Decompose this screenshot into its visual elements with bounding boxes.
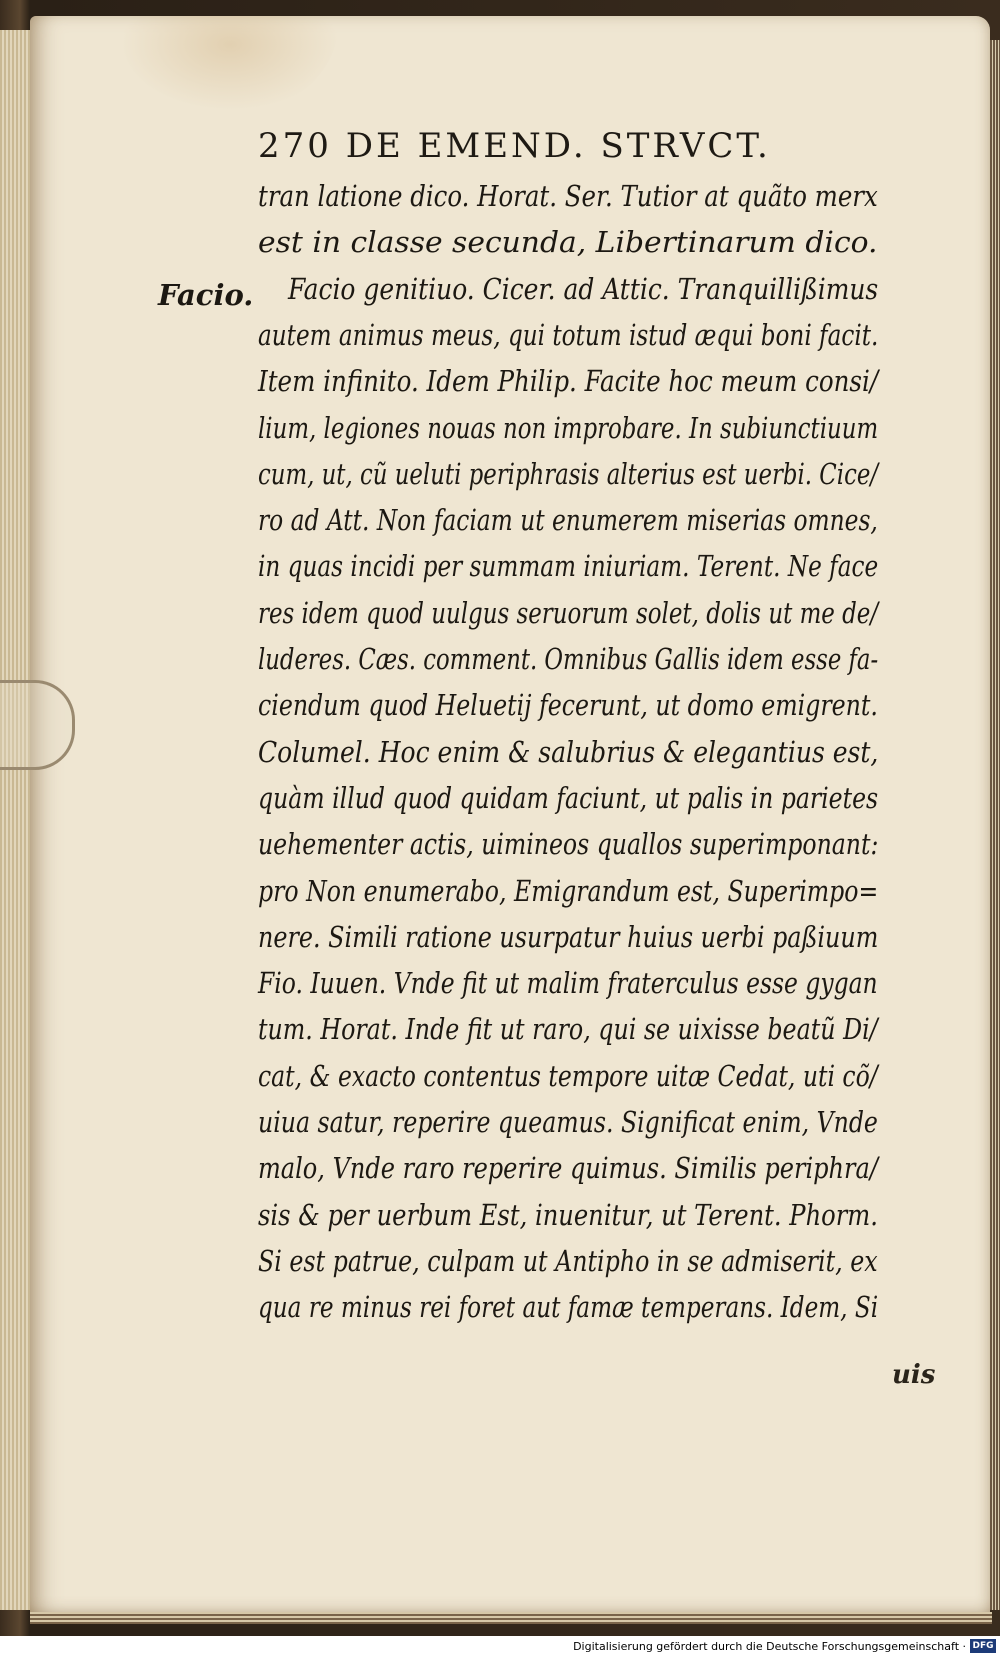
book-page-edges-left	[0, 30, 30, 1610]
text-line: Facio genitiuo. Cicer. ad Attic. Tranquillißimus	[288, 271, 879, 306]
text-line: tum. Horat. Inde fit ut raro, qui se uixisse beatũ Di/	[258, 1012, 878, 1047]
text-line: ciendum quod Heluetij fecerunt, ut domo emigrent.	[258, 688, 878, 723]
book-page-edges-right	[990, 40, 1000, 1610]
text-line: qua re minus rei foret aut famæ temperans. Idem, Si	[258, 1290, 879, 1325]
footer-bar	[0, 1636, 1000, 1657]
text-line: Item infinito. Idem Philip. Facite hoc meum consi/	[258, 364, 879, 399]
text-line: malo, Vnde raro reperire quimus. Similis periphra/	[258, 1151, 878, 1186]
text-line: sis & per uerbum Est, inuenitur, ut Terent. Phorm.	[258, 1197, 878, 1232]
text-line: lium, legiones nouas non improbare. In subiunctiuum	[258, 410, 879, 445]
text-line: uiua satur, reperire queamus. Significat enim, Vnde	[258, 1105, 878, 1139]
catchword: uis	[892, 1360, 936, 1390]
text-line: Columel. Hoc enim & salubrius & elegantius est,	[258, 734, 879, 769]
text-line: ro ad Att. Non faciam ut enumerem miserias omnes,	[258, 503, 878, 538]
text-line: res idem quod uulgus seruorum solet, dolis ut me de/	[258, 595, 879, 630]
book-page-edges-bottom	[30, 1612, 992, 1624]
text-line: Fio. Iuuen. Vnde fit ut malim fraterculus esse gygan	[258, 966, 878, 1001]
footer-credit: Digitalisierung gefördert durch die Deutsche Forschungsgemeinschaft ·	[573, 1640, 966, 1653]
paper-stain	[120, 16, 340, 111]
text-line: quàm illud quod quidam faciunt, ut palis in parietes	[258, 780, 879, 815]
marginal-note: Facio.	[158, 278, 254, 312]
text-line: est in classe secunda, Libertinarum dico.	[258, 225, 878, 260]
dfg-logo-icon: DFG	[970, 1639, 996, 1653]
text-line: in quas incidi per summam iniuriam. Terent. Ne face	[258, 549, 879, 584]
text-line: luderes. Cæs. comment. Omnibus Gallis idem esse fa-	[258, 642, 879, 676]
running-head: 270 DE EMEND. STRVCT.	[258, 126, 771, 166]
text-line: Si est patrue, culpam ut Antipho in se admiserit, ex	[258, 1243, 878, 1278]
text-line: nere. Simili ratione usurpatur huius uerbi paßiuum	[258, 919, 879, 954]
page-clip	[0, 680, 75, 770]
text-line: cat, & exacto contentus tempore uitæ Cedat, uti cõ/	[258, 1058, 878, 1093]
text-line: autem animus meus, qui totum istud æqui boni facit.	[258, 317, 879, 352]
text-line: uehementer actis, uimineos quallos superimponant:	[258, 827, 879, 862]
text-line: cum, ut, cũ ueluti periphrasis alterius est uerbi. Cice/	[258, 456, 879, 491]
text-line: pro Non enumerabo, Emigrandum est, Superimpo=	[258, 873, 879, 908]
text-line: tran latione dico. Horat. Ser. Tutior at quãto merx	[258, 179, 878, 213]
